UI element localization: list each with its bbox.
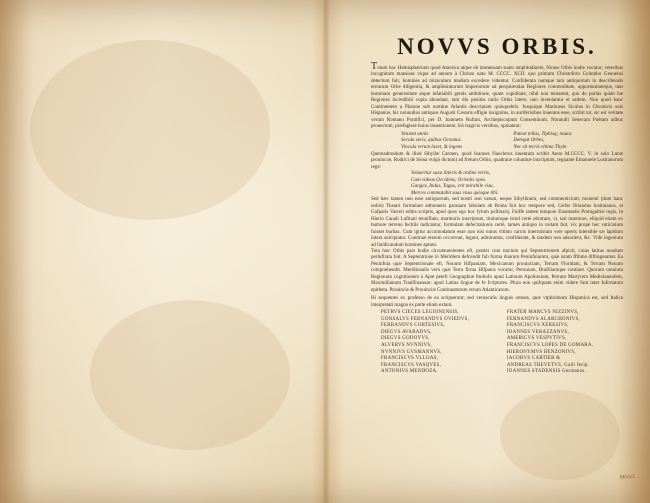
verse-line: Ganges, Indus, Tagus, erit mirabile visu, bbox=[411, 183, 494, 190]
verse-left bbox=[401, 131, 505, 151]
paragraph-intro: Totum hoc Hemisphærium quod America atque ob immensam suam amplitudinem, Nouus Orbis hodie vocatur; veteribus incognitum mansisse vique ad annum à Christo nato M. CCCC. XCII. quo primum Christoforo Columbo Genuensi detectum fuit, homines ad miraculum modum excedere videntur. Confiderata namque tam antiquorum in describendo terrarum Orbe diligentia, & amplissimorum Imperiorum ad perquirendas Regiones commoditate, opportunitateque, tam hominum generositate atque infatiabili gentis ambitione, quam cupiditate, nihil non tentarent, quo do potiùs quàm hæ Regiones incredibili copia abundant, tam diu penitùs nullo Orbis latere, non inveniantur et saltem. Non quod hanc Continentem a Platone sub nomine Atlantis descriptam quinquebris. Iosquique Marinæus Siculus in Chronicis suis Hispaniæ, hic nonnullos antiquos Augusti Cæsaris effigie insignitos, in auriferisibus inuentos esse, scribit tot, sic est veritate verum Romano Pontifici, per D. Ioannem Rufum, Archiepiscopum Consentinum. Nonnulli Senecam Poëtam adhuc prouectum, præfagisse huius inuentionem, his tragicis versibus, opinantur: bbox=[371, 61, 623, 130]
author-name: ALVERVS NVNNIVS, bbox=[381, 343, 432, 349]
author-name: FRANCISCVS LOPES DE GOMARA, bbox=[506, 343, 594, 349]
author-name: HIERONYMVS BENZONIVS, bbox=[506, 349, 576, 355]
sibyl-verse bbox=[411, 170, 623, 196]
paragraph-sibyl: Quemadmodum & illud Sibyllæ Carmen, quod Ioannes Nauclerus inuentum scribit Anno M.CCCC. V. in solo Lunæ prouinciæ, Rodrici de Siena vulgò dictum) ad fretum Orbin, quadratæ columnæ inscriptum, regnante Emanuele Lusitanorum rege: bbox=[371, 151, 623, 170]
author-name: FRANCISCVS XERESIVS, bbox=[506, 323, 569, 329]
author-name: FRATER MARCVS NIZZINVS, bbox=[506, 310, 579, 316]
verse-line: Nec sit terris vltima Thyle. bbox=[513, 143, 568, 150]
page-title: NOVVS ORBIS. bbox=[397, 34, 597, 59]
paper-stain bbox=[30, 40, 270, 220]
verse-line: Secula seris, quibus Oceanus bbox=[401, 137, 461, 144]
verse-line: Volueritur saxa litteris & ordine rectis, bbox=[411, 170, 491, 177]
author-list bbox=[381, 310, 623, 376]
author-name: IOANNES STADENSIS Germanus. bbox=[506, 369, 587, 375]
inventory-stamp: Mc2z1 bbox=[619, 473, 635, 481]
author-name: PETRVS CIECES LEGIONENSIS, bbox=[381, 310, 459, 316]
verse-line: Pateat tellus, Tiphisq; nouos bbox=[513, 130, 572, 137]
text-column bbox=[371, 34, 623, 376]
author-name: DIEGVS GODOYVS, bbox=[381, 336, 430, 342]
author-list-right bbox=[507, 310, 623, 376]
paper-stain bbox=[500, 390, 620, 480]
paragraph-authors-intro: Hi sequentes ex professo de ea scripserunt; sed vernaculis linguis omnes, quæ vtplurimum Hispanica est, sed Italica interpretati magna ex parte etiam extant. bbox=[371, 295, 623, 308]
verse-line: Venient annis bbox=[401, 130, 429, 137]
paragraph-geography: Tota hæc Orbis pars hodie circumuenientes eft, pratter cum tractum qui Septentrionem afpicit, cuius latitus nondum perlufirata fuit. A Septentrione in Meridiem defcendit fub forma duarum Peninfularum, quæ istam Ifthmo diftinguuntur. Ea Peninfula quæ Septentrionale eft, Nouum Hifpaniam, Mexicanum prouinciam, Terram Floridam, & Terram Nouum compræhendit. Meridionalis verò quæ Terra firma Hifpanis vocatur, Peruuiam, Brafiliamque continet. Quorum omnium Regionum cognitionem à Apœ petefi Geographiæ ftudiofo apud Latinum Apollonium, Petrum Martyrem Mediolanenfem, Maximilianum Tranfiluanum: apud Latina lingue de fe fcriptores. Plura non quifquam enim videre funt inter Infortatum epitheta. Prouincie & Prouinciæ Continuaturum rerum Atlanticarum. bbox=[371, 248, 623, 293]
verse-line: Merces commutabit suas vnus quisque tibi. bbox=[411, 189, 499, 196]
verse-line: Vincula rerum laxet, & ingens bbox=[401, 143, 463, 150]
author-list-left bbox=[381, 310, 497, 376]
author-name: ANTONIVS MENDOZA, bbox=[381, 369, 438, 375]
verse-line: Detegat Orbes, bbox=[513, 137, 545, 144]
author-name: FRANCISCVS VASQVES, bbox=[381, 362, 442, 368]
author-name: FRANCISCVS VLLOAS, bbox=[381, 356, 439, 362]
paper-stain bbox=[90, 300, 290, 450]
author-name: FERNANDVS ALARCHONIVS, bbox=[506, 316, 581, 322]
author-name: GONSALVS FERNANDVS OVIEDVS, bbox=[381, 316, 470, 322]
author-name: NVNNIVS GVSMANNVS, bbox=[381, 349, 442, 355]
author-name: ANDREAS THEVETVS, Galli ferip. bbox=[506, 362, 590, 368]
author-name: DIEGVS AVARADVS, bbox=[381, 329, 432, 335]
author-name: FERRANDVS CORTESIVS, bbox=[381, 323, 445, 329]
verse-right bbox=[513, 131, 617, 151]
paragraph-commentary: Sed hæc tamen non esse antiquorum, sed nostri æui vatum, neque Sibyllinum, sed commenticium; monenti (dum hanc nobis) Theatri formulam admoneris paranam fabulam ab Roma fuit hoc tempore sed, Cæfar Orlandus Iustinianus, et Gafparis Varreri editis scriptis, apud quos ego hoc fylum pollinarij. Fuiffe tamen tempore Emanuelis Portugalliæ regis, in Hierio Canali Lufitani tenuiflam, marmoris inscriptum, titulumque istud certè obrutum, vt, tari marmore, eliquid etiam ex humore terreno fectilis indicantur, formulam defecitationis certè, tamen antiquo in vsitam fuit, vix propè hoc vaticinium fuisset burbas. Cum igitur accomodatum esse non nisi nutus vltimo carnis intermisium vere operis intersible sæ lapidum intera sulcipiatur. Continuè etenim occurrunt, legunt, admirantur, confiderant, & tandem non adsorient, &c. Vide ingenium ad fatidicandum homines aptum. bbox=[371, 196, 623, 248]
center-fold bbox=[322, 0, 330, 503]
verse-line: Cum videas Occidens, Orientis opes. bbox=[411, 176, 487, 183]
seneca-verse bbox=[401, 131, 617, 151]
author-name: AMERICVS VESPVTIVS, bbox=[506, 336, 567, 342]
author-name: IOANNES VERAZZANVS, bbox=[506, 329, 569, 335]
author-name: IACOBVS CARTIER & bbox=[506, 356, 561, 362]
